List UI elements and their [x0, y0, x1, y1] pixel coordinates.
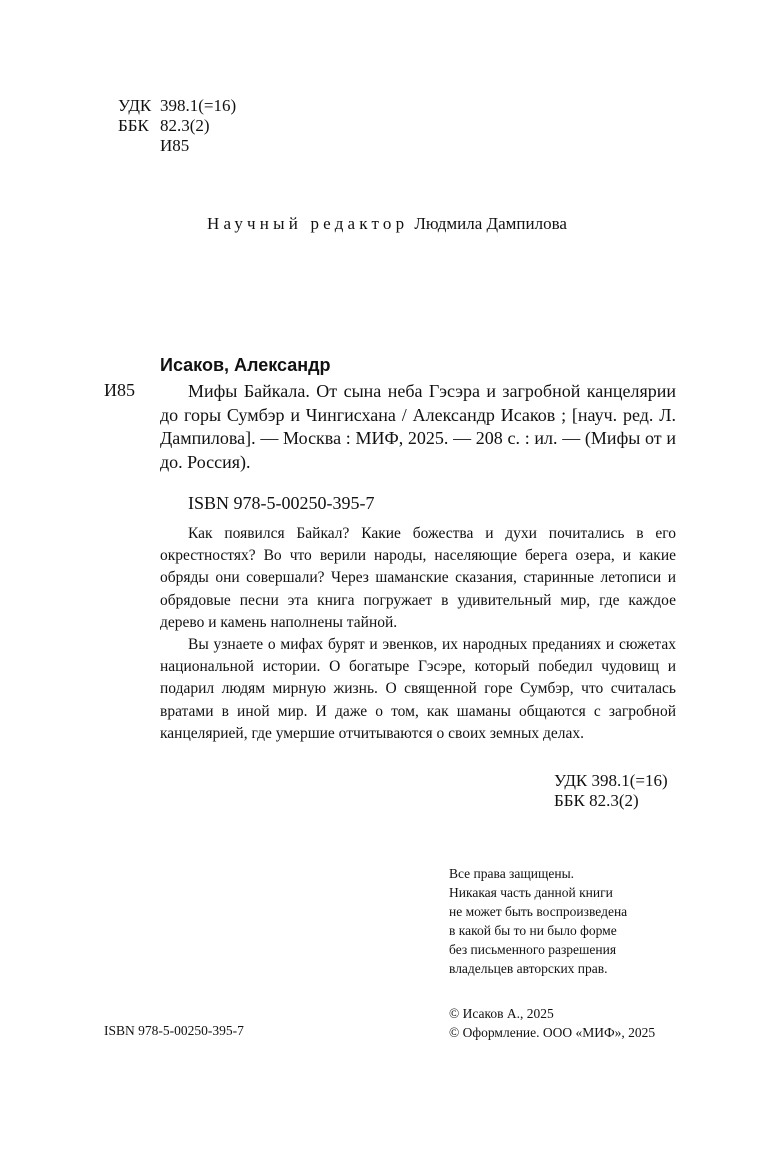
- rights-line: не может быть воспроизведена: [449, 904, 628, 919]
- record-cutter: И85: [104, 380, 135, 400]
- udk-row: [118, 96, 236, 116]
- cutter-code: И85: [160, 136, 190, 155]
- record-description: Мифы Байкала. От сына неба Гэсэра и загробной канцелярии до горы Сумбэр и Чингисхана / Александр Исаков ; [науч. ред. Л. Дампилова]. — Москва : МИФ, 2025. — 208 с. : ил. — (Мифы от и до. Россия).: [160, 381, 676, 472]
- udk-value: 398.1(=16): [160, 96, 237, 115]
- bibliographic-description: [160, 380, 676, 474]
- classification-block-2: [554, 771, 668, 811]
- udk-label: УДК: [118, 96, 152, 115]
- isbn-bottom: ISBN 978-5-00250-395-7: [104, 1023, 244, 1038]
- bbk-line: ББК 82.3(2): [554, 791, 639, 810]
- annotation: [160, 523, 676, 745]
- bbk-value: 82.3(2): [160, 116, 210, 135]
- editor-role: Научный редактор: [207, 214, 409, 233]
- rights-line: в какой бы то ни было форме: [449, 923, 617, 938]
- copyright-block: [449, 1004, 655, 1042]
- udk-line: УДК 398.1(=16): [554, 771, 668, 790]
- record-author: Исаков, Александр: [160, 355, 331, 375]
- bbk-label: ББК: [118, 116, 149, 135]
- annotation-paragraph-1: Как появился Байкал? Какие божества и духи почитались в его окрестностях? Во что верили народы, населяющие берега озера, и какие обряды они совершали? Через шаманские сказания, старинные летописи и обрядовые песни эта книга погружает в удивительный мир, где каждое дерево и камень наполнены тайной.: [160, 525, 676, 631]
- editor-name: Людмила Дампилова: [414, 214, 567, 233]
- rights-notice: [449, 864, 627, 978]
- classification-block: [118, 96, 236, 156]
- rights-line: Все права защищены.: [449, 866, 575, 881]
- rights-line: Никакая часть данной книги: [449, 885, 613, 900]
- copyright-author: © Исаков А., 2025: [449, 1006, 554, 1021]
- rights-line: без письменного разрешения: [449, 942, 617, 957]
- record-isbn: ISBN 978-5-00250-395-7: [188, 493, 375, 513]
- scientific-editor: [207, 214, 567, 234]
- annotation-paragraph-2: Вы узнаете о мифах бурят и эвенков, их народных преданиях и сюжетах национальной истории. О богатыре Гэсэре, который победил чудовищ и подарил людям мирную жизнь. О священной горе Сумбэр, что считалась вратами в иной мир. И даже о том, как шаманы общаются с загробной канцелярией, где умершие отчитываются о своих земных делах.: [160, 636, 676, 742]
- rights-line: владельцев авторских прав.: [449, 961, 608, 976]
- copyright-design: © Оформление. ООО «МИФ», 2025: [449, 1025, 656, 1040]
- bbk-row: [118, 116, 236, 136]
